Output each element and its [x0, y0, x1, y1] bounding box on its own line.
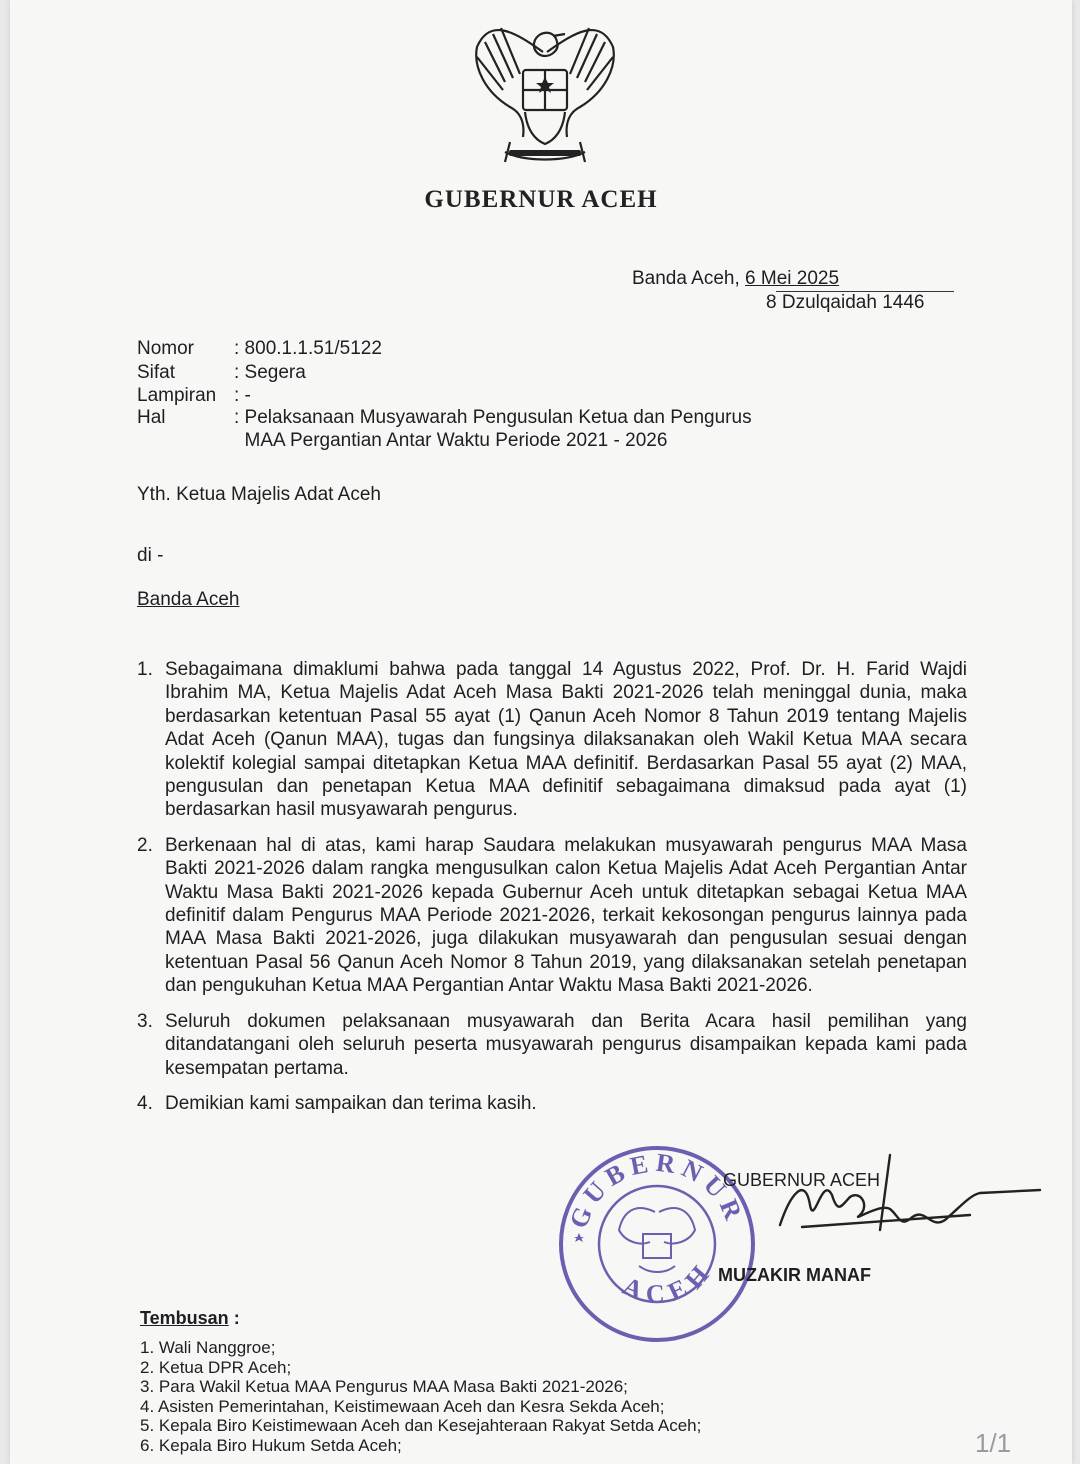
date-gregorian: 6 Mei 2025: [745, 268, 840, 289]
meta-label-lampiran: Lampiran: [137, 385, 217, 406]
cc-item: 4. Asisten Pemerintahan, Keistimewaan Aceh dan Kesra Sekda Aceh;: [140, 1396, 665, 1416]
letter-body: [137, 658, 967, 1127]
item-text: Berkenaan hal di atas, kami harap Saudara melakukan musyawarah pengurus MAA Masa Bakti 2021-2026 dalam rangka mengusulkan calon Ketua Majelis Adat Aceh Pergantian Antar Waktu Masa Bakti 2021-2026 kepada Gubernur Aceh untuk ditetapkan sebagai Ketua MAA definitif dalam Pengurus MAA Periode 2021-2026, terkait kekosongan pengurus lainnya pada MAA Masa Bakti 2021-2026, juga dilakukan musyawarah dan pengusulan sesuai dengan ketentuan Pasal 56 Qanun Aceh Nomor 8 Tahun 2019, yang dilaksanakan setelah penetapan dan pengukuhan Ketua MAA Pergantian Antar Waktu Masa Bakti 2021-2026.: [165, 834, 967, 997]
letterhead-title: GUBERNUR ACEH: [424, 186, 658, 213]
meta-label-sifat: Sifat: [137, 362, 176, 383]
item-number: 3.: [137, 1010, 153, 1032]
item-text: Seluruh dokumen pelaksanaan musyawarah dan Berita Acara hasil pemilihan yang ditandatangani oleh seluruh peserta musyawarah pengurus disampaikan kepada kami pada kesempatan pertama.: [165, 1010, 967, 1079]
page-indicator: 1/1: [975, 1428, 1012, 1458]
handwritten-signature-icon: [710, 1135, 1050, 1275]
date-hijri: 8 Dzulqaidah 1446: [766, 292, 925, 313]
cc-title-label: Tembusan: [140, 1308, 229, 1328]
list-item: [137, 1092, 967, 1115]
item-number: 1.: [137, 659, 153, 680]
meta-value-nomor: : 800.1.1.51/5122: [234, 338, 382, 359]
cc-list: [140, 1338, 701, 1456]
list-item: [137, 834, 967, 998]
letter-page: [10, 0, 1072, 1464]
cc-item: 3. Para Wakil Ketua MAA Pengurus MAA Masa Bakti 2021-2026;: [140, 1377, 628, 1397]
recipient-di: di -: [137, 545, 164, 566]
stamp-bottom-text: ACEH: [618, 1254, 720, 1309]
cc-title-colon: :: [228, 1308, 240, 1328]
signatory-title: GUBERNUR ACEH: [723, 1170, 881, 1190]
cc-item: 1. Wali Nanggroe;: [140, 1338, 276, 1357]
list-item: [137, 1010, 967, 1080]
cc-title: [140, 1308, 240, 1329]
list-item: [137, 658, 967, 822]
svg-text:ACEH: [619, 1254, 720, 1308]
date-line: [632, 268, 839, 290]
item-number: 2.: [137, 834, 153, 856]
garuda-emblem-icon: [465, 12, 625, 182]
cc-item: 6. Kepala Biro Hukum Setda Aceh;: [140, 1435, 402, 1455]
meta-label-hal: Hal: [137, 407, 166, 428]
recipient: Yth. Ketua Majelis Adat Aceh: [137, 484, 381, 505]
meta-value-hal: : Pelaksanaan Musyawarah Pengusulan Ketua dan Pengurus: [234, 407, 752, 428]
stamp-top-text: GUBERNUR: [563, 1147, 751, 1233]
meta-label-nomor: Nomor: [137, 338, 195, 359]
meta-value-sifat: : Segera: [234, 362, 306, 383]
meta-value-hal-cont: MAA Pergantian Antar Waktu Periode 2021 - 2026: [234, 430, 668, 451]
signatory-name: MUZAKIR MANAF: [718, 1265, 871, 1285]
cc-item: 5. Kepala Biro Keistimewaan Aceh dan Kesejahteraan Rakyat Setda Aceh;: [140, 1416, 702, 1436]
item-text: Demikian kami sampaikan dan terima kasih.: [165, 1092, 537, 1114]
cc-item: 2. Ketua DPR Aceh;: [140, 1357, 292, 1377]
item-text: Sebagaimana dimaklumi bahwa pada tanggal 14 Agustus 2022, Prof. Dr. H. Farid Wajdi Ibrahim MA, Ketua Majelis Adat Aceh Masa Bakti 2021-2026 telah meninggal dunia, maka berdasarkan ketentuan Pasal 55 ayat (1) Qanun Aceh Nomor 8 Tahun 2019 tentang Majelis Adat Aceh (Qanun MAA), tugas dan fungsinya dilaksanakan oleh Wakil Ketua MAA secara kolektif kolegial sampai ditetapkan Ketua MAA definitif. Berdasarkan Pasal 55 ayat (2) MAA, pengusulan dan penetapan Ketua MAA definitif sebagaimana dimaksud pada ayat (1) berdasarkan hasil musyawarah pengurus.: [165, 659, 967, 821]
recipient-city: Banda Aceh: [137, 589, 240, 610]
meta-value-lampiran: : -: [234, 385, 251, 406]
item-number: 4.: [137, 1092, 153, 1114]
date-place: Banda Aceh,: [632, 268, 740, 289]
